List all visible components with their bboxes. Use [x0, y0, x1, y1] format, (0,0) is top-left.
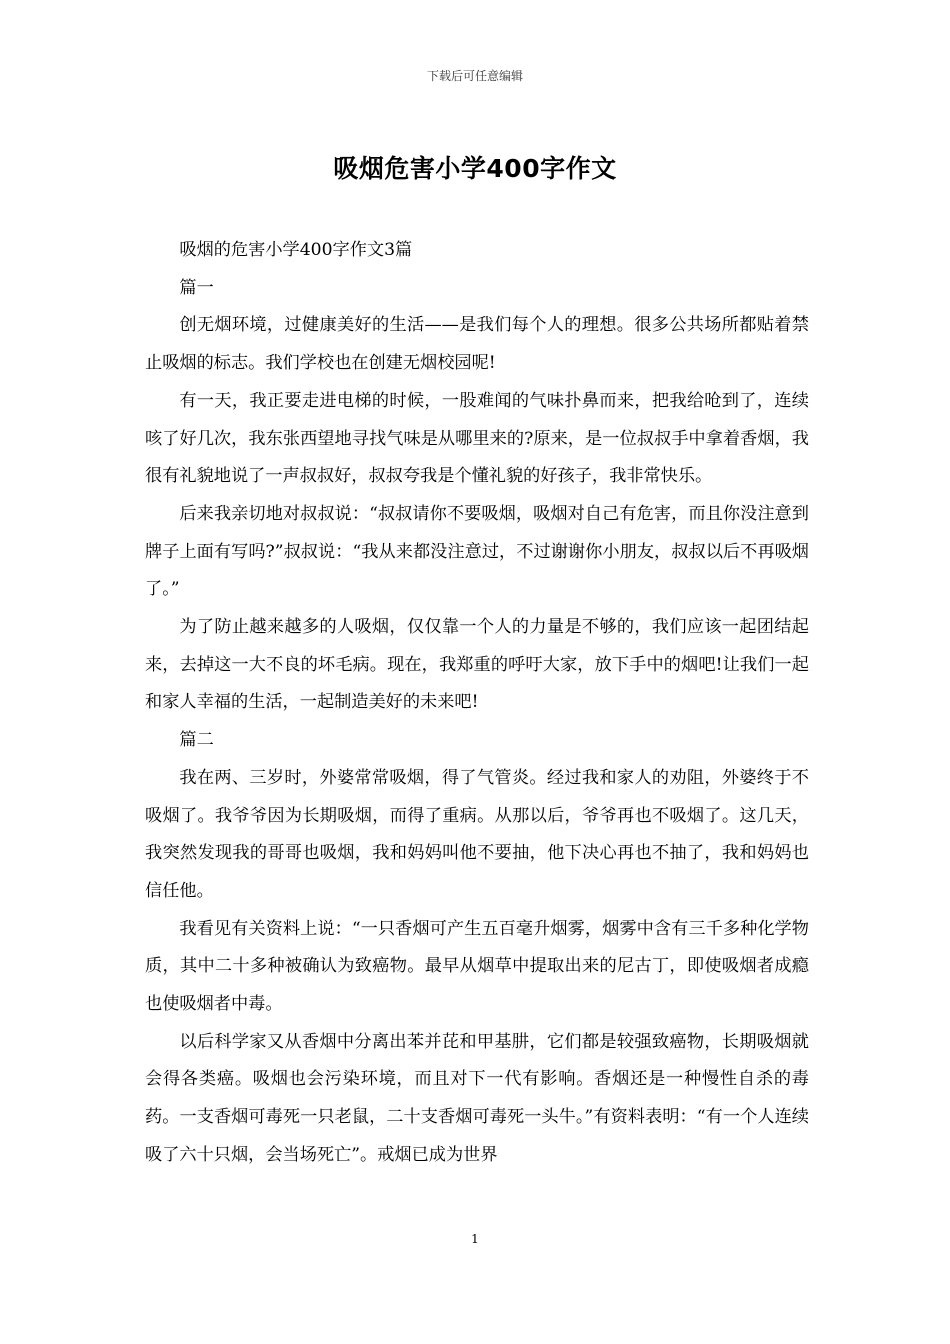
body-paragraph: 我看见有关资料上说：“一只香烟可产生五百毫升烟雾，烟雾中含有三千多种化学物质，其中二十多种被确认为致癌物。最早从烟草中提取出来的尼古丁，即使吸烟者成瘾也使吸烟者中毒。 [145, 918, 809, 1015]
document-body [145, 232, 809, 1175]
body-paragraph: 后来我亲切地对叔叔说：“叔叔请你不要吸烟，吸烟对自己有危害，而且你没注意到牌子上面有写吗?”叔叔说：“我从来都没注意过，不过谢谢你小朋友，叔叔以后不再吸烟了。” [145, 503, 809, 600]
subtitle-paragraph: 吸烟的危害小学400字作文3篇 [179, 240, 413, 260]
document-title: 吸烟危害小学400字作文 [333, 154, 617, 183]
page-number: 1 [471, 1232, 479, 1246]
section-heading-1: 篇一 [179, 277, 214, 298]
body-paragraph: 为了防止越来越多的人吸烟，仅仅靠一个人的力量是不够的，我们应该一起团结起来，去掉这一大不良的坏毛病。现在，我郑重的呼吁大家，放下手中的烟吧!让我们一起和家人幸福的生活，一起制造美好的未来吧! [145, 617, 809, 713]
section-heading-2: 篇二 [179, 730, 214, 751]
body-paragraph: 创无烟环境，过健康美好的生活——是我们每个人的理想。很多公共场所都贴着禁止吸烟的标志。我们学校也在创建无烟校园呢! [145, 315, 809, 374]
body-paragraph: 以后科学家又从香烟中分离出苯并芘和甲基肼，它们都是较强致癌物，长期吸烟就会得各类癌。吸烟也会污染环境，而且对下一代有影响。香烟还是一种慢性自杀的毒药。一支香烟可毒死一只老鼠，二十支香烟可毒死一头牛。”有资料表明：“有一个人连续吸了六十只烟，会当场死亡”。戒烟已成为世界 [145, 1031, 809, 1165]
header-note: 下载后可任意编辑 [426, 69, 523, 83]
body-paragraph: 我在两、三岁时，外婆常常吸烟，得了气管炎。经过我和家人的劝阻，外婆终于不吸烟了。我爷爷因为长期吸烟，而得了重病。从那以后，爷爷再也不吸烟了。这几天，我突然发现我的哥哥也吸烟，我和妈妈叫他不要抽，他下决心再也不抽了，我和妈妈也信任他。 [145, 767, 809, 901]
body-paragraph: 有一天，我正要走进电梯的时候，一股难闻的气味扑鼻而来，把我给呛到了，连续咳了好几次，我东张西望地寻找气味是从哪里来的?原来，是一位叔叔手中拿着香烟，我很有礼貌地说了一声叔叔好，叔叔夸我是个懂礼貌的好孩子，我非常快乐。 [145, 390, 809, 487]
